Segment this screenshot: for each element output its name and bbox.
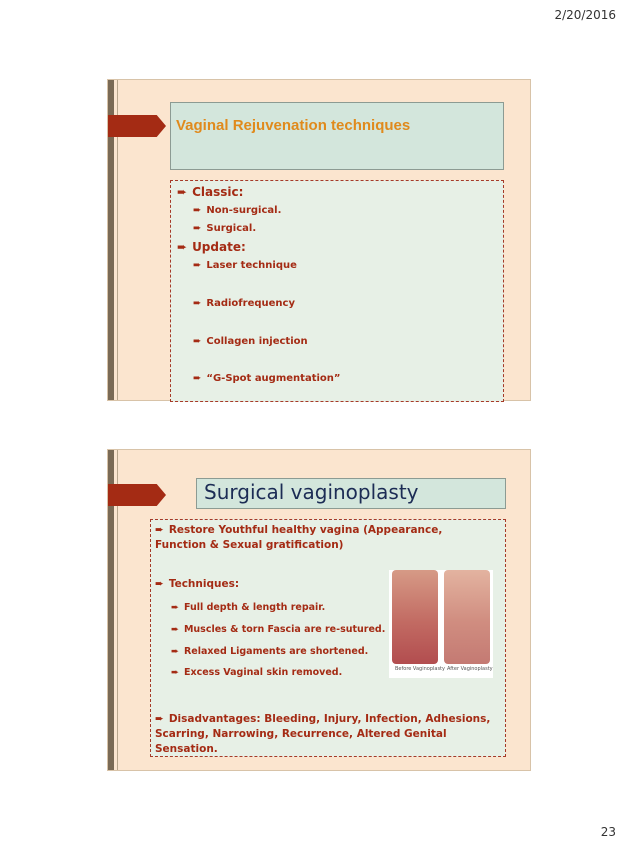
- arrow-bullet-icon: ➨: [155, 713, 164, 725]
- vaginoplasty-comparison-image: [389, 570, 493, 678]
- after-caption: After Vaginoplasty: [447, 666, 493, 672]
- bullet-item-collagen: ➨ Collagen injection: [193, 336, 308, 347]
- arrow-bullet-icon: ➨: [193, 223, 202, 234]
- arrow-bullet-icon: ➨: [171, 667, 179, 678]
- slide-title-box: [170, 102, 504, 170]
- arrow-bullet-icon: ➨: [193, 373, 202, 384]
- bullet-item-ligaments: ➨ Relaxed Ligaments are shortened.: [171, 646, 369, 657]
- bullet-item-g-spot: ➨ “G-Spot augmentation”: [193, 373, 341, 384]
- before-caption: Before Vaginoplasty: [395, 666, 445, 672]
- bullet-item-radiofrequency: ➨ Radiofrequency: [193, 298, 295, 309]
- arrow-bullet-icon: ➨: [155, 524, 164, 536]
- bullet-item-muscles: ➨ Muscles & torn Fascia are re-sutured.: [171, 624, 386, 635]
- arrow-bullet-icon: ➨: [171, 602, 179, 613]
- arrow-bullet-icon: ➨: [193, 298, 202, 309]
- bullet-item-update: ➨ Update:: [177, 240, 246, 254]
- after-vaginoplasty-photo: [444, 570, 490, 664]
- bullet-item-laser: ➨ Laser technique: [193, 260, 297, 271]
- slide-surgical-vaginoplasty: [107, 449, 531, 771]
- arrow-bullet-icon: ➨: [155, 578, 164, 590]
- arrow-bullet-icon: ➨: [177, 185, 188, 199]
- arrow-bullet-icon: ➨: [177, 240, 188, 254]
- arrow-bullet-icon: ➨: [171, 646, 179, 657]
- bullet-item-disadvantages: ➨ Disadvantages: Bleeding, Injury, Infection, Adhesions, Scarring, Narrowing, Recurrence, Altered Genital Sensation.: [155, 713, 491, 755]
- arrow-bullet-icon: ➨: [193, 205, 202, 216]
- slide-title-box: [196, 478, 506, 509]
- title-arrow-shape: [108, 115, 166, 137]
- bullet-item-techniques: ➨ Techniques:: [155, 578, 240, 590]
- title-arrow-shape: [108, 484, 166, 506]
- slide-content-box: [150, 519, 506, 757]
- bullet-item-excess-skin: ➨ Excess Vaginal skin removed.: [171, 667, 343, 678]
- bullet-item-non-surgical: ➨ Non-surgical.: [193, 205, 282, 216]
- bullet-item-restore: ➨ Restore Youthful healthy vagina (Appearance, Function & Sexual gratification): [155, 524, 443, 551]
- slide-content-box: [170, 180, 504, 402]
- slide-title: Vaginal Rejuvenation techniques: [176, 117, 411, 134]
- arrow-bullet-icon: ➨: [193, 336, 202, 347]
- bullet-item-surgical: ➨ Surgical.: [193, 223, 257, 234]
- arrow-bullet-icon: ➨: [171, 624, 179, 635]
- bullet-item-full-depth: ➨ Full depth & length repair.: [171, 602, 326, 613]
- arrow-bullet-icon: ➨: [193, 260, 202, 271]
- before-vaginoplasty-photo: [392, 570, 438, 664]
- bullet-item-classic: ➨ Classic:: [177, 185, 244, 199]
- page-date: 2/20/2016: [554, 8, 616, 22]
- slide-vaginal-rejuvenation: [107, 79, 531, 401]
- page-number: 23: [600, 825, 616, 839]
- slide-title: Surgical vaginoplasty: [204, 480, 419, 504]
